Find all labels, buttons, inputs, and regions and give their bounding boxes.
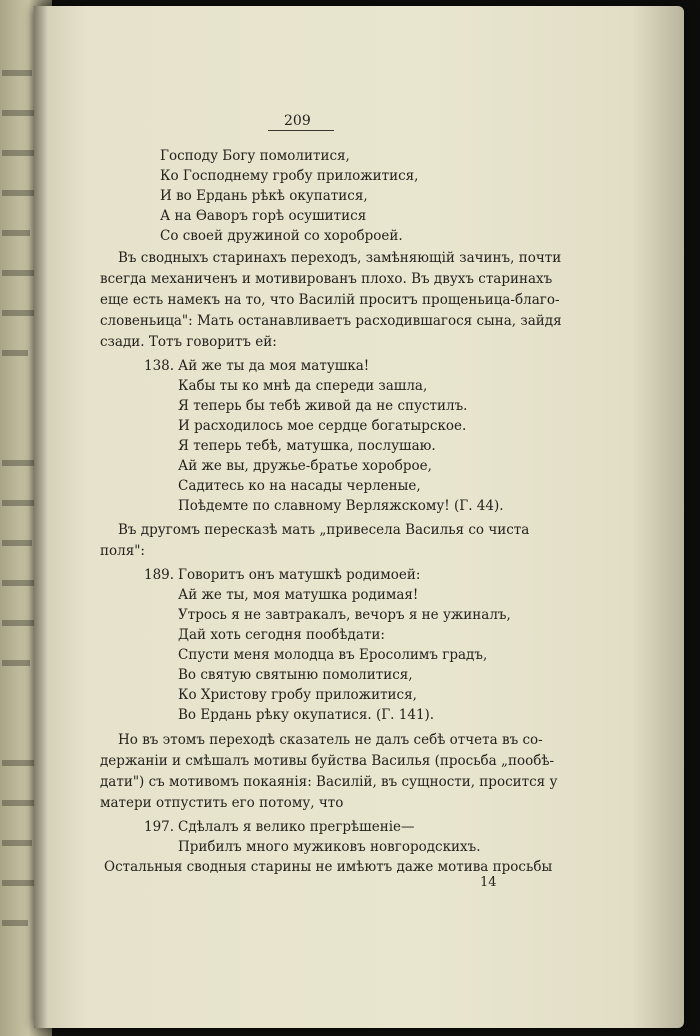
verse-line: Господу Богу помолитися, [160, 148, 350, 164]
verse-line: Я теперь тебѣ, матушка, послушаю. [178, 438, 436, 454]
verse-line: Ко Господнему гробу приложитися, [160, 168, 419, 184]
verse-line: Спусти меня молодца въ Еросолимъ градъ, [178, 647, 488, 663]
verse-line: Сдѣлалъ я велико прегрѣшеніе— [178, 819, 415, 835]
verse-line: Ай же ты да моя матушка! [178, 358, 370, 374]
paragraph-line: словеньица": Мать останавливаетъ расходившагося сына, зайдя [100, 313, 562, 329]
verse-number: 138. [144, 358, 175, 374]
verse-line: Поѣдемте по славному Верляжскому! (Г. 44). [178, 498, 504, 514]
paragraph-line: матери отпустить его потому, что [100, 795, 344, 811]
paragraph-line: Въ сводныхъ старинахъ переходъ, замѣняющій зачинъ, почти [118, 250, 562, 266]
verse-line: Со своей дружиной со хороброей. [160, 228, 403, 244]
verse-line: И расходилось мое сердце богатырское. [178, 418, 467, 434]
verse-line: И во Ердань рѣкѣ окупатися, [160, 188, 368, 204]
verse-line: Ай же ты, моя матушка родимая! [178, 587, 419, 603]
page-number: 209 [284, 113, 311, 129]
paragraph-line: держаніи и смѣшалъ мотивы буйства Василья (просьба „пообѣ- [100, 753, 555, 769]
header-rule [268, 130, 334, 131]
verse-line: Говоритъ онъ матушкѣ родимоей: [178, 567, 421, 583]
paragraph-line: еще есть намекъ на то, что Василій проситъ прощеньица-благо- [100, 292, 560, 308]
verse-line: Садитесь ко на насады черленые, [178, 478, 421, 494]
paragraph-line: Остальныя сводныя старины не имѣютъ даже мотива просьбы [104, 859, 553, 875]
paragraph-line: всегда механиченъ и мотивированъ плохо. Въ двухъ старинахъ [100, 271, 553, 287]
verse-line: Я теперь бы тебѣ живой да не спустилъ. [178, 398, 468, 414]
verse-line: А на Ѳаворъ горѣ осушитися [160, 208, 367, 224]
spine-shadow [34, 6, 48, 1028]
verse-number: 189. [144, 567, 175, 583]
verse-line: Во святую святыню помолитися, [178, 667, 413, 683]
verse-line: Прибилъ много мужиковъ новгородскихъ. [178, 839, 481, 855]
paragraph-line: Въ другомъ пересказѣ мать „привесела Василья со чиста [118, 522, 530, 538]
paragraph-line: Но въ этомъ переходѣ сказатель не далъ себѣ отчета въ со- [118, 732, 543, 748]
verse-line: Ко Христову гробу приложитися, [178, 687, 417, 703]
verse-number: 197. [144, 819, 175, 835]
paragraph-line: сзади. Тотъ говоритъ ей: [100, 334, 277, 350]
verse-line: Утрось я не завтракалъ, вечоръ я не ужиналъ, [178, 607, 511, 623]
verse-line: Во Ердань рѣку окупатися. (Г. 141). [178, 707, 435, 723]
signature-mark: 14 [480, 875, 497, 890]
verse-line: Ай же вы, дружье-братье хороброе, [178, 458, 432, 474]
verse-line: Дай хоть сегодня пообѣдати: [178, 627, 385, 643]
paragraph-line: поля": [100, 543, 145, 559]
verse-line: Кабы ты ко мнѣ да спереди зашла, [178, 378, 428, 394]
paragraph-line: дати") съ мотивомъ покаянія: Василій, въ сущности, просится у [100, 774, 558, 790]
